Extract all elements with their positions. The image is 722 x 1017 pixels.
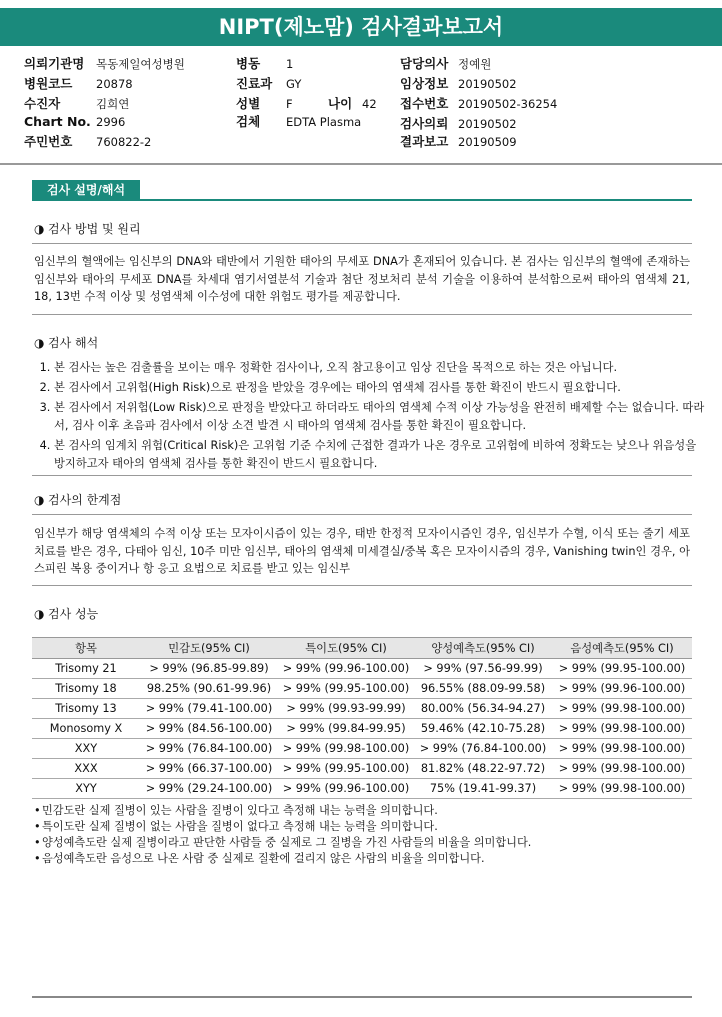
divider <box>32 314 692 315</box>
list-item: 3. 본 검사에서 저위험(Low Risk)으로 판정을 받았다고 하더라도 태아의 염색체 수적 이상 가능성을 완전히 배제할 수는 없습니다. 따라서, 검사 이후 초음파 검사에서 이상 소견 발견 시 태아의 염색체 검사를 통한 확진이 필요합니다. <box>54 399 710 435</box>
report-title: NIPT(제노맘) 검사결과보고서 <box>0 8 722 46</box>
list-item: 1. 본 검사는 높은 검출률을 보이는 매우 정확한 검사이나, 오직 참고용이고 임상 진단을 목적으로 하는 것은 아닙니다. <box>54 359 710 377</box>
half-circle-icon: ◑ <box>34 607 45 621</box>
table-row: Monosomy X > 99% (84.56-100.00) > 99% (99.84-99.95) 59.46% (42.10-75.28) > 99% (99.98-100.00) <box>32 719 692 739</box>
interpretation-heading: ◑ 검사 해석 <box>34 336 99 350</box>
interpretation-list <box>34 359 710 475</box>
divider <box>32 243 692 244</box>
info-patient-name: 수진자 김희연 <box>24 96 130 111</box>
list-item: • 민감도란 실제 질병이 있는 사람을 질병이 있다고 측정해 내는 능력을 의미합니다. <box>34 803 690 819</box>
col-specificity: 특이도(95% CI) <box>278 638 414 659</box>
method-text: 임신부의 혈액에는 임신부의 DNA와 태반에서 기원한 태아의 무세포 DNA가 혼재되어 있습니다. 본 검사는 임신부의 혈액에 존재하는 임신부와 태아의 무세포 DNA를 차세대 염기서열분석 기술과 첨단 정보처리 분석 기술을 이용하여 분석함으로써 태아의 염색체 21, 18, 13번 수적 이상 및 성염색체 이수성에 대한 위험도 평가를 제공합니다. <box>34 255 690 303</box>
list-item: • 음성예측도란 음성으로 나온 사람 중 실제로 질환에 걸리지 않은 사람의 비율을 의미합니다. <box>34 851 690 867</box>
info-chart-no: Chart No. 2996 <box>24 114 126 129</box>
info-clinical: 임상정보 20190502 <box>400 76 517 91</box>
list-item: • 특이도란 실제 질병이 없는 사람을 질병이 없다고 측정해 내는 능력을 의미합니다. <box>34 819 690 835</box>
info-hospital-code: 병원코드 20878 <box>24 76 133 91</box>
info-specimen: 검체 EDTA Plasma <box>236 114 362 129</box>
table-row: Trisomy 18 98.25% (90.61-99.96) > 99% (99.95-100.00) 96.55% (88.09-99.58) > 99% (99.96-100.00) <box>32 679 692 699</box>
divider <box>32 514 692 515</box>
col-npv: 음성예측도(95% CI) <box>552 638 692 659</box>
col-item: 항목 <box>32 638 140 659</box>
divider <box>32 199 692 201</box>
table-row: XXX > 99% (66.37-100.00) > 99% (99.95-100.00) 81.82% (48.22-97.72) > 99% (99.98-100.00) <box>32 759 692 779</box>
col-ppv: 양성예측도(95% CI) <box>414 638 552 659</box>
info-institution: 의뢰기관명 목동제일여성병원 <box>24 56 185 71</box>
info-ward: 병동 1 <box>236 56 294 71</box>
info-reported: 결과보고 20190509 <box>400 134 517 149</box>
method-heading: ◑ 검사 방법 및 원리 <box>34 222 141 236</box>
list-item: 4. 본 검사의 임계치 위험(Critical Risk)은 고위험 기준 수치에 근접한 결과가 나온 경우로 고위험에 비하여 정확도는 낮으나 위음성을 방지하고자 태아의 염색체 검사를 통한 확진이 반드시 필요합니다. <box>54 437 710 473</box>
limits-text: 임신부가 해당 염색체의 수적 이상 또는 모자이시즘이 있는 경우, 태반 한정적 모자이시즘인 경우, 임신부가 수혈, 이식 또는 줄기 세포 치료를 받은 경우, 다태아 임신, 10주 미만 임신부, 태아의 염색체 미세결실/중복 혹은 모자이시즘의 경우, Vanishing twin인 경우, 아스피린 복용 중이거나 항 응고 요법으로 치료를 받고 있는 임신부 <box>34 527 690 575</box>
col-sensitivity: 민감도(95% CI) <box>140 638 278 659</box>
limits-heading: ◑ 검사의 한계점 <box>34 493 122 507</box>
performance-heading: ◑ 검사 성능 <box>34 607 99 621</box>
performance-notes <box>34 803 690 867</box>
list-item: 2. 본 검사에서 고위험(High Risk)으로 판정을 받았을 경우에는 태아의 염색체 검사를 통한 확진이 반드시 필요합니다. <box>54 379 710 397</box>
divider <box>32 475 692 476</box>
table-header-row <box>32 638 692 659</box>
table-row: Trisomy 13 > 99% (79.41-100.00) > 99% (99.93-99.99) 80.00% (56.34-94.27) > 99% (99.98-100.00) <box>32 699 692 719</box>
table-row: XXY > 99% (76.84-100.00) > 99% (99.98-100.00) > 99% (76.84-100.00) > 99% (99.98-100.00) <box>32 739 692 759</box>
divider <box>32 996 692 998</box>
half-circle-icon: ◑ <box>34 336 45 350</box>
info-department: 진료과 GY <box>236 76 302 91</box>
section-title: 검사 설명/해석 <box>32 180 140 200</box>
info-age: 나이 42 <box>328 96 377 111</box>
divider <box>32 585 692 586</box>
half-circle-icon: ◑ <box>34 222 45 236</box>
info-resident-no: 주민번호 760822-2 <box>24 134 152 149</box>
table-row: Trisomy 21 > 99% (96.85-99.89) > 99% (99.96-100.00) > 99% (97.56-99.99) > 99% (99.95-100.00) <box>32 659 692 679</box>
info-receipt-no: 접수번호 20190502-36254 <box>400 96 558 111</box>
info-requested: 검사의뢰 20190502 <box>400 116 517 131</box>
divider <box>0 163 722 165</box>
info-doctor: 담당의사 정예원 <box>400 56 492 71</box>
info-sex: 성별 F <box>236 96 293 111</box>
performance-table <box>32 637 692 799</box>
patient-info-block <box>0 54 722 154</box>
list-item: • 양성예측도란 실제 질병이라고 판단한 사람들 중 실제로 그 질병을 가진 사람들의 비율을 의미합니다. <box>34 835 690 851</box>
table-row: XYY > 99% (29.24-100.00) > 99% (99.96-100.00) 75% (19.41-99.37) > 99% (99.98-100.00) <box>32 779 692 799</box>
half-circle-icon: ◑ <box>34 493 45 507</box>
